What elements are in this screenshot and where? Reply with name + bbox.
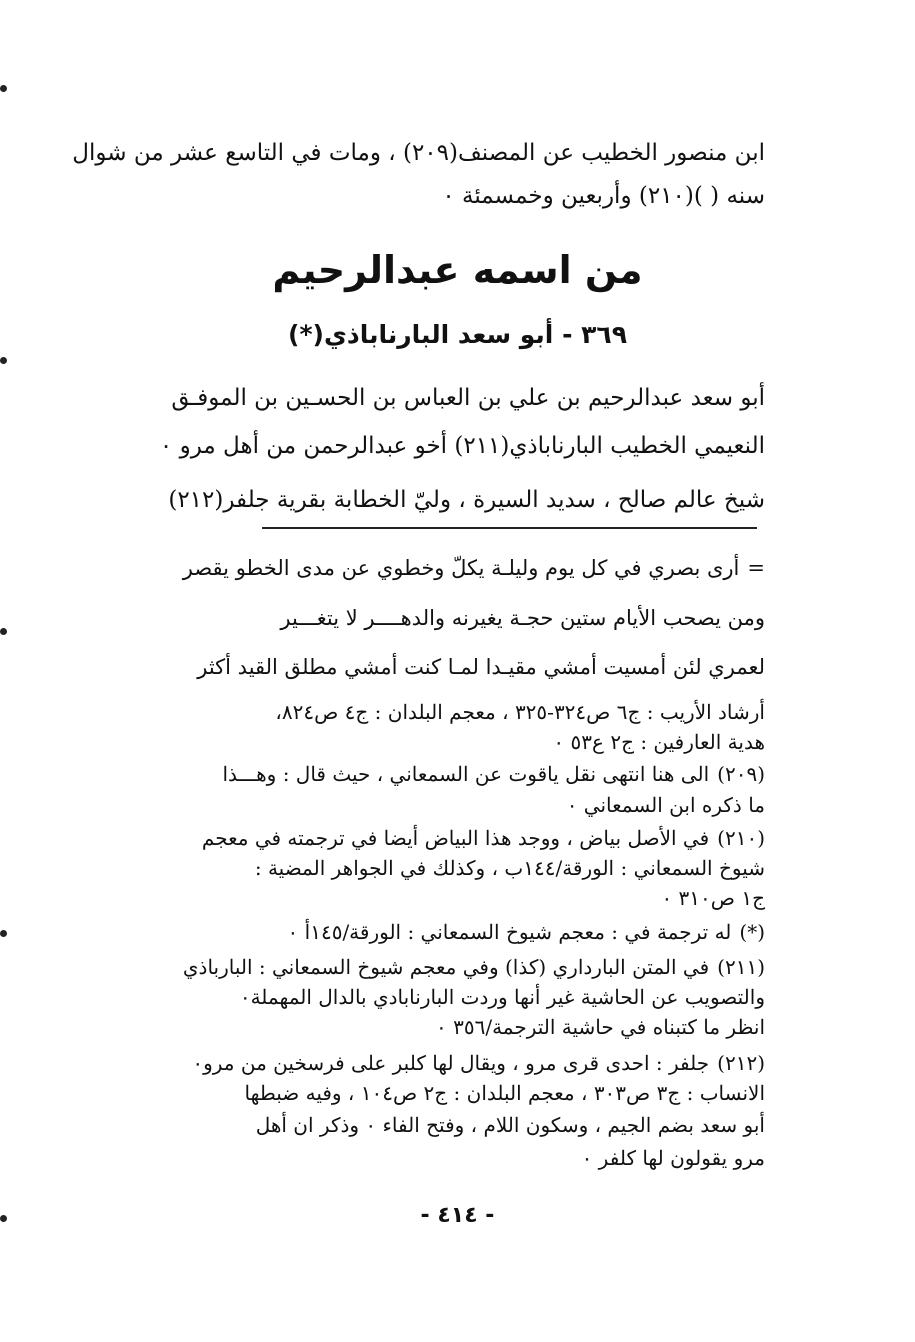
footnote-text: في الأصل بياض ، ووجد هذا البياض أيضا في ترجمته في معجم [201,826,710,850]
scan-margin-dot [0,1215,7,1222]
footnote-text: أرى بصري في كل يوم وليلـة يكلّ وخطوي عن مدى الخطو يقصر [182,556,740,580]
footnote-line [125,1146,765,1170]
footnote-line [125,556,765,580]
footnote-line [125,826,765,850]
footnote-line [125,1015,765,1039]
entry-line-3: شيخ عالم صالح ، سديد السيرة ، وليّ الخطابة بقرية جلفر(٢١٢) [168,487,765,513]
footnote-number: (٢١٠) [717,826,765,850]
footnote-separator-rule [262,527,757,529]
footnote-line [125,793,765,817]
footnote-text: لعمري لئن أمسيت أمشي مقيـدا لمـا كنت أمشي مطلق القيد أكثر [197,655,765,679]
footnote-text: والتصويب عن الحاشية غير أنها وردت البارنابادي بالدال المهملة٠ [239,985,765,1009]
footnote-number: (٢١١) [717,955,765,979]
footnote-text: الى هنا انتهى نقل ياقوت عن السمعاني ، حيث قال : وهـــذا [222,762,710,786]
footnote-number: (٢١٢) [717,1051,765,1075]
footnote-line [125,856,765,880]
footnote-line [125,700,765,724]
footnote-line [125,606,765,630]
footnote-text: في المتن البارداري (كذا) وفي معجم شيوخ السمعاني : البارباذي [182,955,710,979]
footnote-line [125,730,765,754]
scan-margin-dot [0,628,7,635]
footnote-text: ومن يصحب الأيام ستين حجـة يغيرنه والدهــــر لا يتغـــير [280,606,765,630]
page-number: - ٤١٤ - [420,1203,495,1228]
footnote-text: انظر ما كتبناه في حاشية الترجمة/٣٥٦ ٠ [435,1015,765,1039]
footnote-text: الانساب : ج٣ ص٣٠٣ ، معجم البلدان : ج٢ ص١٠٤ ، وفيه ضبطها [244,1081,765,1105]
footnote-line [125,955,765,979]
scan-margin-dot [0,85,7,92]
intro-line-1: ابن منصور الخطيب عن المصنف(٢٠٩) ، ومات في التاسع عشر من شوال [72,140,765,166]
entry-heading: ٣٦٩ - أبو سعد البارناباذي(*) [288,320,627,349]
section-heading: من اسمه عبدالرحيم [272,248,643,292]
footnote-text: أبو سعد بضم الجيم ، وسكون اللام ، وفتح الفاء ٠ وذكر ان أهل [255,1113,765,1137]
footnote-text: له ترجمة في : معجم شيوخ السمعاني : الورقة/١٤٥أ ٠ [287,920,732,944]
footnote-line [125,886,765,910]
footnote-line [125,985,765,1009]
footnote-text: مرو يقولون لها كلفر ٠ [581,1146,765,1170]
footnote-line [125,920,765,944]
footnote-text: ما ذكره ابن السمعاني ٠ [566,793,765,817]
footnote-number: (*) [739,920,765,944]
intro-line-2: سنه ( )(٢١٠) وأربعين وخمسمئة ٠ [442,183,765,209]
footnote-text: شيوخ السمعاني : الورقة/١٤٤ب ، وكذلك في الجواهر المضية : [254,856,765,880]
footnote-line [125,1113,765,1137]
footnote-line [125,655,765,679]
footnote-text: هدية العارفين : ج٢ ع٥٣ ٠ [553,730,765,754]
footnote-text: أرشاد الأريب : ج٦ ص٣٢٤-٣٢٥ ، معجم البلدان : ج٤ ص٨٢٤، [275,700,765,724]
footnote-line [125,1051,765,1075]
scan-margin-dot [0,357,7,364]
footnote-line [125,1081,765,1105]
footnote-text: ج١ ص٣١٠ ٠ [661,886,765,910]
entry-line-1: أبو سعد عبدالرحيم بن علي بن العباس بن الحسـين بن الموفـق [171,385,765,411]
footnote-number: (٢٠٩) [717,762,765,786]
footnote-line [125,762,765,786]
entry-line-2: النعيمي الخطيب البارناباذي(٢١١) أخو عبدالرحمن من أهل مرو ٠ [159,433,765,459]
footnote-text: جلفر : احدى قرى مرو ، ويقال لها كلبر على فرسخين من مرو٠ [192,1051,710,1075]
footnote-number: = [747,556,765,580]
scan-margin-dot [0,930,7,937]
